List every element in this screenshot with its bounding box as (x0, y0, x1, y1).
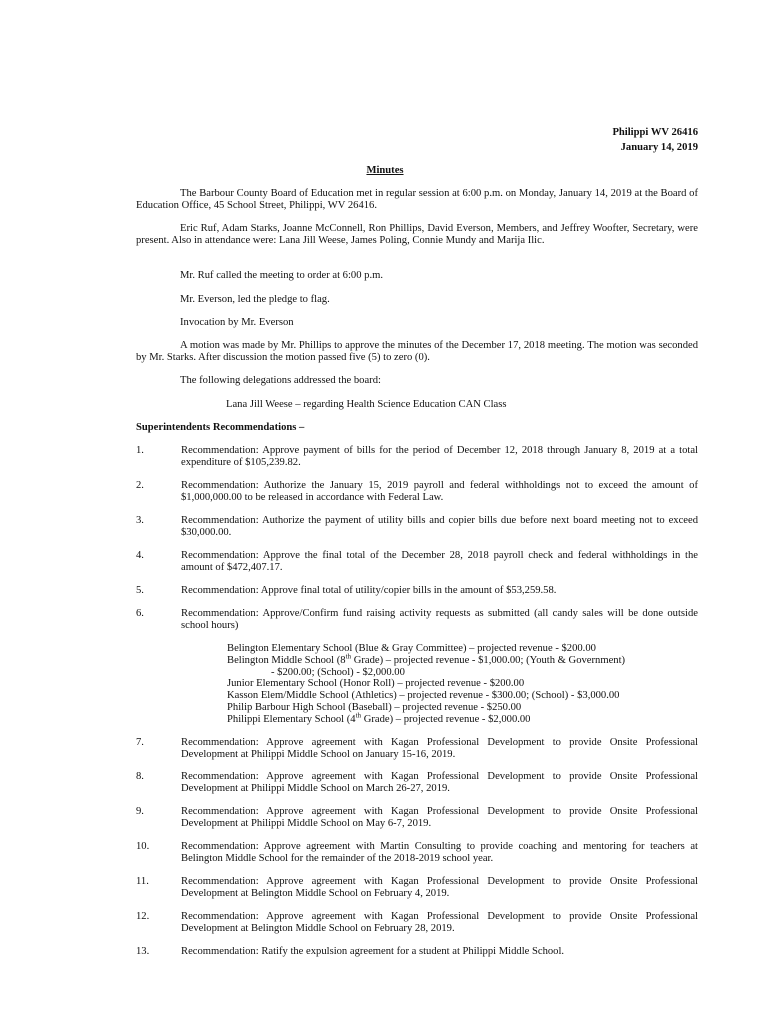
fundraiser-item: Philip Barbour High School (Baseball) – projected revenue - $250.00 (227, 701, 522, 713)
recommendation-number: 1. (136, 445, 144, 456)
fundraiser-item: Kasson Elem/Middle School (Athletics) – projected revenue - $300.00; (School) - $3,000.00 (227, 690, 620, 702)
recommendation-text: Recommendation: Approve final total of utility/copier bills in the amount of $53,259.58. (181, 585, 557, 596)
recommendation-number: 10. (136, 841, 150, 852)
attendance-paragraph: Eric Ruf, Adam Starks, Joanne McConnell, Ron Phillips, David Everson, Members, and Jeffrey Woofter, Secretary, were present. Also in attendance were: Lana Jill Weese, James Poling, Connie Mundy and Marija Ilic. (136, 223, 698, 246)
recommendation-number: 12. (136, 911, 150, 922)
fundraiser-item: Philippi Elementary School (4th Grade) – projected revenue - $2,000.00 (227, 711, 531, 725)
call-to-order-text: Mr. Ruf called the meeting to order at 6:00 p.m. (180, 270, 383, 281)
header-date: January 14, 2019 (620, 142, 698, 153)
delegations-intro-text: The following delegations addressed the board: (180, 375, 381, 386)
invocation-text: Invocation by Mr. Everson (180, 317, 294, 328)
recommendation-text: Recommendation: Ratify the expulsion agreement for a student at Philippi Middle School. (181, 946, 565, 957)
recommendation-text: Recommendation: Approve agreement with Kagan Professional Development to provide Onsite Professional Development at Belington Middle School on February 4, 2019. (181, 876, 698, 899)
recommendations-heading: Superintendents Recommendations – (136, 422, 305, 433)
recommendation-number: 9. (136, 806, 144, 817)
fundraiser-list (227, 643, 707, 726)
recommendation-number: 2. (136, 480, 144, 491)
recommendation-number: 5. (136, 585, 144, 596)
delegation-item: Lana Jill Weese – regarding Health Science Education CAN Class (226, 399, 507, 410)
recommendation-text: Recommendation: Approve agreement with Kagan Professional Development to provide Onsite Professional Development at Philippi Middle School on January 15-16, 2019. (181, 737, 698, 760)
fundraiser-item: Junior Elementary School (Honor Roll) – projected revenue - $200.00 (227, 678, 525, 690)
recommendation-text: Recommendation: Approve agreement with Kagan Professional Development to provide Onsite Professional Development at Belington Middle School on February 28, 2019. (181, 911, 698, 934)
recommendation-number: 7. (136, 737, 144, 748)
recommendation-text: Recommendation: Approve agreement with Kagan Professional Development to provide Onsite Professional Development at Philippi Middle School on May 6-7, 2019. (181, 806, 698, 829)
intro-paragraph: The Barbour County Board of Education met in regular session at 6:00 p.m. on Monday, January 14, 2019 at the Board of Education Office, 45 School Street, Philippi, WV 26416. (136, 188, 698, 211)
fundraiser-item: Belington Middle School (8th Grade) – projected revenue - $1,000.00; (Youth & Government) (227, 652, 626, 666)
pledge-text: Mr. Everson, led the pledge to flag. (180, 294, 330, 305)
page-title: Minutes (366, 165, 404, 176)
motion-paragraph: A motion was made by Mr. Phillips to approve the minutes of the December 17, 2018 meeting. The motion was seconded by Mr. Starks. After discussion the motion passed five (5) to zero (0). (136, 340, 698, 363)
document-header (612, 127, 698, 157)
recommendation-number: 4. (136, 550, 144, 561)
recommendation-text: Recommendation: Approve the final total of the December 28, 2018 payroll check and federal withholdings in the amount of $472,407.17. (181, 550, 698, 573)
recommendation-number: 6. (136, 608, 144, 619)
fundraiser-item: Belington Elementary School (Blue & Gray Committee) – projected revenue - $200.00 (227, 643, 596, 654)
recommendation-number: 3. (136, 515, 144, 526)
recommendation-text: Recommendation: Approve agreement with Martin Consulting to provide coaching and mentoring for teachers at Belington Middle School for the remainder of the 2018-2019 school year. (181, 841, 698, 864)
recommendation-text: Recommendation: Approve payment of bills for the period of December 12, 2018 through January 8, 2019 at a total expenditure of $105,239.82. (181, 445, 698, 468)
fundraiser-item-continued: - $200.00; (School) - $2,000.00 (271, 666, 405, 678)
recommendation-number: 8. (136, 771, 144, 782)
recommendation-number: 11. (136, 876, 149, 887)
recommendation-number: 13. (136, 946, 150, 957)
recommendation-text: Recommendation: Authorize the payment of utility bills and copier bills due before next board meeting not to exceed $30,000.00. (181, 515, 698, 538)
recommendation-text: Recommendation: Approve/Confirm fund raising activity requests as submitted (all candy sales will be done outside school hours) (181, 608, 698, 631)
header-location: Philippi WV 26416 (612, 127, 698, 138)
recommendation-text: Recommendation: Authorize the January 15, 2019 payroll and federal withholdings not to exceed the amount of $1,000,000.00 to be released in accordance with Federal Law. (181, 480, 698, 503)
recommendation-text: Recommendation: Approve agreement with Kagan Professional Development to provide Onsite Professional Development at Philippi Middle School on March 26-27, 2019. (181, 771, 698, 794)
